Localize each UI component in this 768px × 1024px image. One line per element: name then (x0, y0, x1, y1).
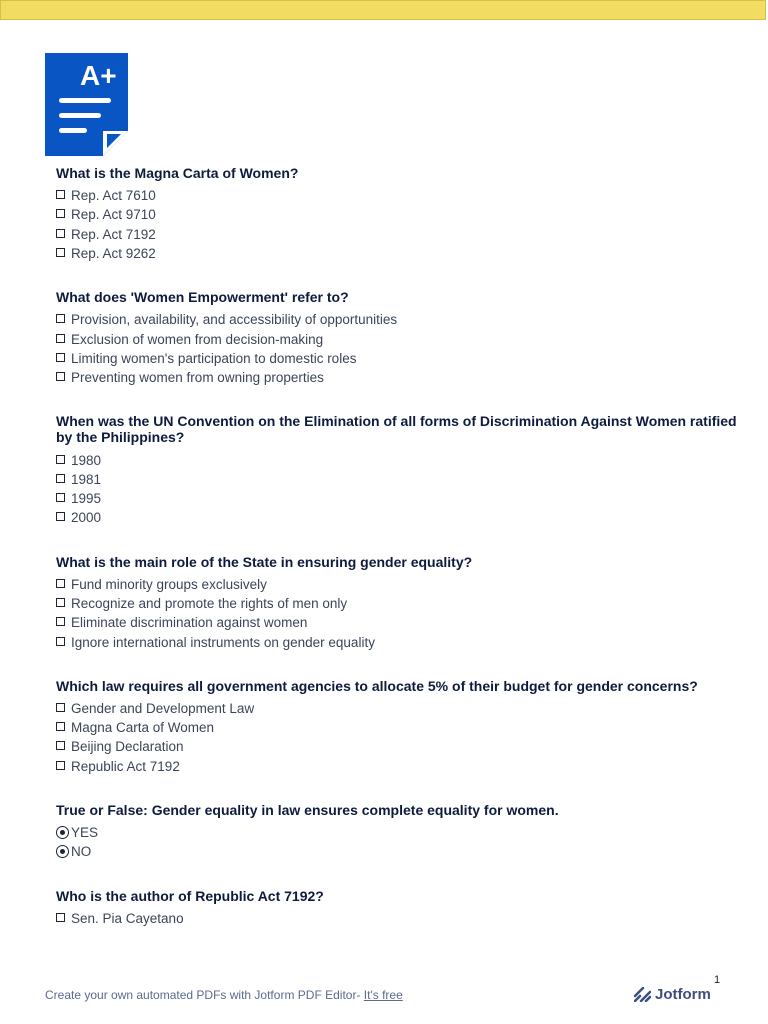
answer-option[interactable] (56, 205, 746, 224)
checkbox[interactable] (56, 455, 65, 464)
page-number: 1 (714, 974, 721, 986)
question-block (56, 289, 746, 387)
answer-option[interactable] (56, 310, 746, 329)
answer-option[interactable] (56, 489, 746, 508)
footer-promo-text: Create your own automated PDFs with Jotform PDF Editor- (45, 988, 364, 1002)
option-label: 1980 (71, 452, 102, 468)
answer-option[interactable] (56, 225, 746, 244)
answer-option[interactable] (56, 329, 746, 348)
answer-option[interactable] (56, 594, 746, 613)
its-free-link[interactable]: It's free (363, 988, 403, 1002)
checkbox[interactable] (56, 913, 65, 922)
option-label: Rep. Act 9710 (71, 207, 156, 223)
option-label: Sen. Pia Cayetano (71, 910, 184, 926)
brand-name: Jotform (655, 986, 711, 1003)
answer-option[interactable] (56, 613, 746, 632)
question-title: What does 'Women Empowerment' refer to? (56, 289, 349, 306)
answer-option[interactable] (56, 508, 746, 527)
option-label: Gender and Development Law (71, 700, 255, 716)
notice-text:  (131, 3, 765, 16)
jotform-logo-icon (634, 987, 651, 1002)
option-label: Beijing Declaration (71, 739, 184, 755)
option-label: Rep. Act 9262 (71, 246, 156, 262)
checkbox[interactable] (56, 190, 65, 199)
checkbox[interactable] (56, 209, 65, 218)
option-label: Magna Carta of Women (71, 720, 215, 736)
option-label: 1995 (71, 491, 102, 507)
question-title: Who is the author of Republic Act 7192? (56, 887, 324, 904)
answer-option[interactable] (56, 737, 746, 756)
logo-label: A+ (80, 60, 117, 91)
answer-option[interactable] (56, 757, 746, 776)
checkbox[interactable] (56, 637, 65, 646)
answer-option[interactable] (56, 368, 746, 387)
checkbox[interactable] (56, 372, 65, 381)
question-title: Which law requires all government agencies to allocate 5% of their budget for gender concerns? (56, 677, 698, 694)
answer-option[interactable] (56, 699, 746, 718)
option-label: Recognize and promote the rights of men only (71, 596, 348, 611)
option-label: Preventing women from owning properties (71, 370, 324, 386)
question-title: When was the UN Convention on the Elimination of all forms of Discrimination Against Women ratified by the Philippines? (56, 413, 737, 446)
option-label: YES (71, 825, 99, 841)
answer-option[interactable] (56, 909, 746, 928)
question-title: True or False: Gender equality in law ensures complete equality for women. (56, 801, 559, 818)
option-label: Rep. Act 7610 (71, 188, 156, 204)
checkbox[interactable] (56, 617, 65, 626)
question-title: What is the Magna Carta of Women? (56, 165, 299, 181)
checkbox[interactable] (56, 248, 65, 257)
option-label: 1981 (71, 471, 102, 487)
checkbox[interactable] (56, 703, 65, 712)
checkbox[interactable] (56, 579, 65, 588)
radio-button[interactable] (56, 826, 69, 839)
checkbox[interactable] (56, 598, 65, 607)
answer-option[interactable] (56, 349, 746, 368)
option-label: Eliminate discrimination against women (71, 615, 308, 631)
radio-button[interactable] (56, 845, 69, 858)
option-label: Limiting women's participation to domestic roles (71, 350, 357, 366)
checkbox[interactable] (56, 512, 65, 521)
answer-option[interactable] (56, 718, 746, 737)
question-list (56, 165, 746, 954)
jotform-brand[interactable] (634, 986, 711, 1003)
checkbox[interactable] (56, 314, 65, 323)
question-block (56, 888, 746, 928)
checkbox[interactable] (56, 334, 65, 343)
answer-option[interactable] (56, 842, 746, 861)
checkbox[interactable] (56, 353, 65, 362)
option-label: Ignore international instruments on gender equality (71, 634, 375, 650)
question-block (56, 413, 746, 527)
answer-option[interactable] (56, 632, 746, 651)
option-label: NO (71, 844, 92, 860)
answer-option[interactable] (56, 186, 746, 205)
option-label: Fund minority groups exclusively (71, 576, 267, 592)
answer-option[interactable] (56, 244, 746, 263)
question-title: What is the main role of the State in ensuring gender equality? (56, 553, 473, 570)
question-block (56, 802, 746, 862)
answer-option[interactable] (56, 823, 746, 842)
question-block (56, 554, 746, 652)
question-block (56, 678, 746, 776)
checkbox[interactable] (56, 741, 65, 750)
answer-option[interactable] (56, 575, 746, 594)
option-label: Republic Act 7192 (71, 758, 180, 774)
checkbox[interactable] (56, 761, 65, 770)
option-label: 2000 (71, 510, 102, 526)
question-block (56, 165, 746, 263)
option-label: Exclusion of women from decision-making (71, 331, 324, 347)
checkbox[interactable] (56, 493, 65, 502)
option-label: Rep. Act 7192 (71, 226, 156, 242)
footer-promo (45, 988, 403, 1002)
checkbox[interactable] (56, 474, 65, 483)
checkbox[interactable] (56, 722, 65, 731)
answer-option[interactable] (56, 450, 746, 469)
answer-option[interactable] (56, 470, 746, 489)
grade-document-icon (45, 53, 128, 156)
option-label: Provision, availability, and accessibility of opportunities (71, 312, 398, 328)
checkbox[interactable] (56, 229, 65, 238)
notice-banner (0, 0, 766, 20)
